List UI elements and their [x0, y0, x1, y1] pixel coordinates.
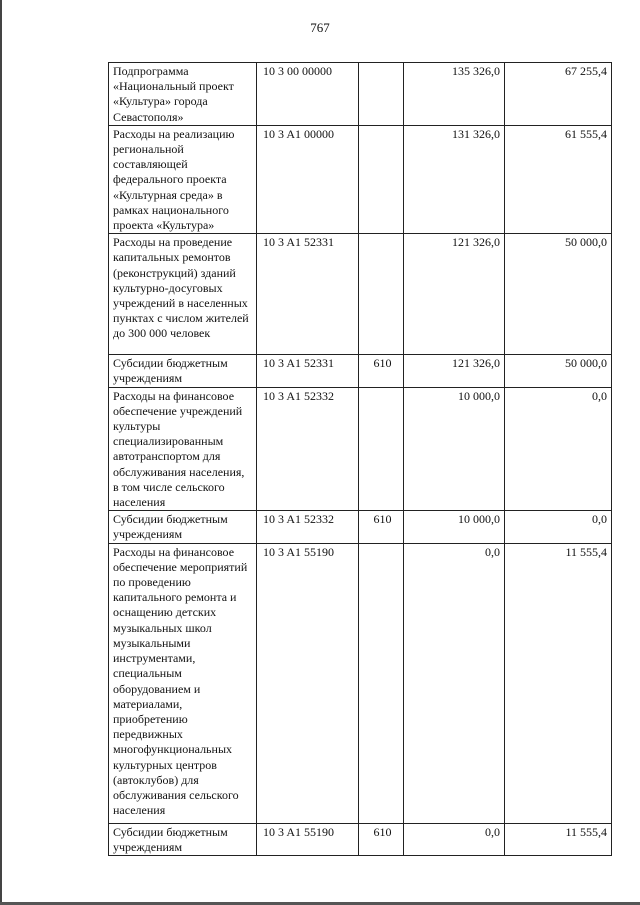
- row-type: [359, 125, 404, 233]
- row-value-2: 0,0: [505, 387, 612, 511]
- table-row: [109, 125, 612, 233]
- row-value-2: 0,0: [505, 511, 612, 543]
- row-code: 10 3 A1 55190: [257, 823, 359, 855]
- row-name: Субсидии бюджетным учреждениям: [109, 355, 257, 387]
- row-type: 610: [359, 823, 404, 855]
- row-value-2: 61 555,4: [505, 125, 612, 233]
- row-code: 10 3 00 00000: [257, 63, 359, 126]
- row-value-1: 135 326,0: [404, 63, 505, 126]
- row-code: 10 3 A1 52331: [257, 355, 359, 387]
- row-value-2: 11 555,4: [505, 543, 612, 823]
- row-type: 610: [359, 355, 404, 387]
- table-row: [109, 234, 612, 355]
- row-name: Расходы на реализацию региональной составляющей федерального проекта «Культурная среда» в рамках национального проекта «Культура»: [109, 125, 257, 233]
- row-value-1: 10 000,0: [404, 387, 505, 511]
- row-type: [359, 234, 404, 355]
- table-row: [109, 63, 612, 126]
- row-value-2: 11 555,4: [505, 823, 612, 855]
- row-value-1: 131 326,0: [404, 125, 505, 233]
- row-code: 10 3 A1 52332: [257, 387, 359, 511]
- scan-edge-left: [0, 0, 2, 905]
- row-value-1: 10 000,0: [404, 511, 505, 543]
- row-name: Подпрограмма «Национальный проект «Культура» города Севастополя»: [109, 63, 257, 126]
- row-code: 10 3 A1 52331: [257, 234, 359, 355]
- row-type: [359, 387, 404, 511]
- page-number: 767: [310, 20, 330, 35]
- row-code: 10 3 A1 52332: [257, 511, 359, 543]
- row-type: [359, 543, 404, 823]
- row-name: Расходы на финансовое обеспечение учреждений культуры специализированным автотранспортом для обслуживания населения, в том числе сельского населения: [109, 387, 257, 511]
- row-code: 10 3 A1 55190: [257, 543, 359, 823]
- row-code: 10 3 A1 00000: [257, 125, 359, 233]
- row-value-1: 121 326,0: [404, 234, 505, 355]
- row-value-1: 0,0: [404, 823, 505, 855]
- table-row: [109, 355, 612, 387]
- row-value-2: 67 255,4: [505, 63, 612, 126]
- table-row: [109, 387, 612, 511]
- row-value-1: 0,0: [404, 543, 505, 823]
- row-name: Расходы на проведение капитальных ремонтов (реконструкций) зданий культурно-досуговых учреждений в населенных пунктах с числом жителей до 300 000 человек: [109, 234, 257, 355]
- row-name: Расходы на финансовое обеспечение мероприятий по проведению капитального ремонта и оснащению детских музыкальных школ музыкальными инструментами, специальным оборудованием и материалами, приобретению передвижных многофункциональных культурных центров (автоклубов) для обслуживания сельского населения: [109, 543, 257, 823]
- table-row: [109, 511, 612, 543]
- table-row: [109, 543, 612, 823]
- row-name: Субсидии бюджетным учреждениям: [109, 823, 257, 855]
- row-name: Субсидии бюджетным учреждениям: [109, 511, 257, 543]
- row-type: 610: [359, 511, 404, 543]
- budget-table: [108, 62, 612, 856]
- row-value-2: 50 000,0: [505, 234, 612, 355]
- table-row: [109, 823, 612, 855]
- row-value-2: 50 000,0: [505, 355, 612, 387]
- row-type: [359, 63, 404, 126]
- row-value-1: 121 326,0: [404, 355, 505, 387]
